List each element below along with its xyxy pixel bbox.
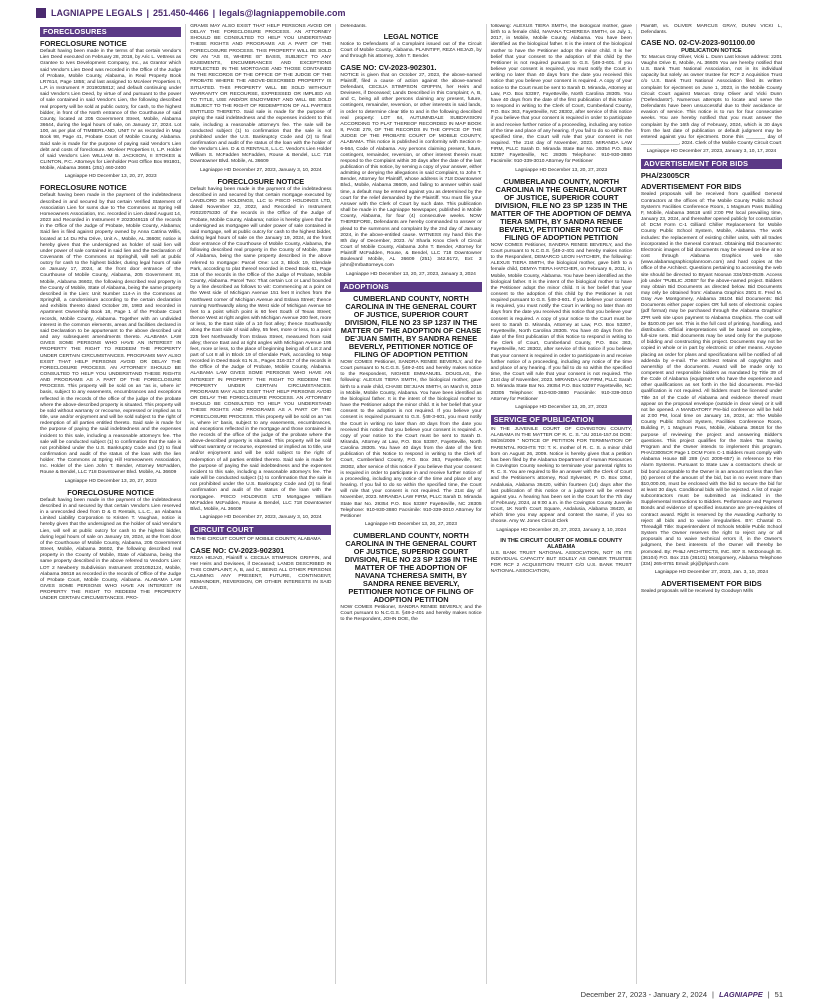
publication-dates: Lagniappe HD December 13, 20, 27, 2023, January 3, 2024 — [346, 271, 476, 277]
notice-body: Default having been made in the terms of that certain Vendor's Lien Deed executed on February 28, 2018, by Aric L. Vettress as Grantee to Ives Development Company, Inc., as Grantor which said Vendor's Lien Deed was recorded in the Office of the Judge of Probate, Mobile County, Alabama, in Real Property Book LR7614, Page 1855; and last assigned to McAleer Properties II, L.P. in Instrument # 2019025812; and default continuing under said Vendor's Lien Deed, by virtue of and pursuant to the power of sale contained in said Vendor's Lien, the following described real property will be sold at public outcry, for cash, to the highest bidder, in front of the North entrance of the Courthouse of said County, located at 205 Government Street, Mobile, Alabama 36644, during the legal hours of sale, on January 17, 2024. Lot 100, as per plat of TIMBERLAND, UNIT IV as recorded in Map Book 98, Page 41, Probate Court of Mobile County, Alabama. Said sale is made for the purpose of paying said Vendor's Lien debt and costs of foreclosure. McAleer Properties II, L.P. Holder of said Vendor's Lien WILLIAM B. JACKSON, II STOKES & CLINTON, P.C. Attorneys for Lienholder Post Office Box 991801, Mobile, Alabama 36691 (251) 460-2400 — [40, 49, 182, 172]
notice-title: LEGAL NOTICE — [383, 32, 439, 42]
court-name: IN THE CIRCUIT COURT OF MOBILE COUNTY ALABAMA — [500, 537, 623, 551]
notice-title: FORECLOSURE NOTICE — [40, 39, 127, 49]
notice-body: Notice to Defendants of a Complaint issued out of the Circuit Court of Mobile County, Alabama. PLAINTIFF, REZA HEJAZI, by and through his attorney, John T. Bender. — [340, 42, 482, 60]
notice-body: To: Marcus Gray Oliver, Vicki L. Dunn Last known address: 2201 Vaughn Drive E, Mobile, AL 36605 You are hereby notified that U.S. Bank Trust National Association, not in its individual capacity but solely as owner trustee for RCF 2 Acquisition Trust c/o U.S. Bank Trust National Association filed its written complaint for ejectment on June 1, 2023, in the Mobile County Circuit Court against Marcus Gray Oliver and Vicki Dunn ("Defendants"). Numerous attempts to locate and serve the Defendants have been unsuccessful due to their avoidance or evasion of service. This notice is to run for four consecutive weeks. You are hereby notified that you must answer the complaint by the 16th day of February, 2024, which is 30 days from the last date of publication or default judgment may be entered against you for ejectment. Done this _______ day of ______________, 2024. Clerk of the Mobile County Circuit Court — [640, 54, 783, 146]
publication-dates: Lagniappe HD December 13, 20, 27, 2023 — [365, 522, 457, 527]
notice-title: ADVERTISEMENT FOR BIDS — [661, 579, 762, 589]
section-adoptions: ADOPTIONS — [340, 282, 481, 292]
publication-dates: Lagniappe HD December 27, 2023, Jan. 3, 10, 2024 — [654, 570, 769, 575]
adoption-heading: CUMBERLAND COUNTY, NORTH CAROLINA IN THE GENERAL COURT OF JUSTICE, SUPERIOR COURT DIVISION, FILE NO 23 SP 1236 IN THE MATTER OF THE ADOPTION OF NAVANA TCHERESA SMITH, BY SANDRA RENEE BEVERLY, PETITIONER NOTICE OF FILING OF ADOPTION PETITION — [344, 531, 478, 605]
notice-body: U.S. BANK TRUST NATIONAL ASSOCIATION, NOT IN ITS INDIVIDUAL CAPACITY BUT SOLELY AS OWNER TRUSTEE FOR RCF 2 ACQUISITION TRUST C/O U.S. BANK TRUST NATIONAL ASSOCIATION, — [490, 550, 632, 575]
publication-dates: Lagniappe HD December 13, 20, 27, 2023 — [515, 404, 608, 410]
bid-id: PHA/23005CR — [640, 171, 690, 181]
court-name: IN THE CIRCUIT COURT OF MOBILE COUNTY, ALABAMA — [190, 537, 321, 543]
header-square-icon — [36, 8, 46, 18]
page-footer: December 27, 2023 - January 2, 2024 | LAGNIAPPE | 51 — [580, 990, 783, 999]
column-3 — [336, 24, 486, 984]
page-header: LAGNIAPPE LEGALS | 251.450-4466 | legals@lagniappemobile.com — [36, 6, 345, 20]
notice-body: Default having been made in the payment of the indebtedness described in and secured by that certain mortgage executed by LANDLORD 36 HOLDINGS, LLC to PISCO HOLDINGS LTD, dated November 22, 2022, and Recorded in Instrument #2022075330 of the records in the Office of the Judge of Probate, Mobile County, Alabama; notice is hereby given that the undersigned as mortgagee will under power of sale contained in said mortgage, sell at public outcry for cash to the highest bidder, during legal hours of sale on the January 19, 2024, at the front door entrance of the Courthouse of Mobile County, Alabama, the following described real property in the County of Mobile, State of Alabama, being the same property described in the above referred to mortgage: Parcel One: Lot 3, Block 19, Glendale Park, according to plat thereof recorded in Deed Book 61, Page 316 of the records in the Office of the Judge of Probate, Mobile County, Alabama. Parcel Two: That certain Lot or Land bounded by a line described as follows to wit: Commencing at a point on the West side of Michigan Avenue 151 feet 8 inches from the Northwest corner of Michigan Avenue and Eslava Street; thence running Northwardly along the West side of Michigan Avenue 50 feet to a point which point is 60 feet South of Texas Street; thence West at right angles with Michigan Avenue 200 feet, more or less, to the East side of a 10 foot alley; thence Southwardly along the East side of said alley, 55 feet, more or less, to a point 225 feet Northwardly from Eslava Street, measured from said alley; thence East and at right angles with Michigan Avenue 195 feet, more or less, to the place of beginning being all of Lot 2 and part of Lot 8 all in Block 19 of Glendale Park, according to Map recorded in Deed Book 61 N.S., Pages 316-317 of the records in the Office of the Judge of Probate, Mobile County, Alabama. ALABAMA LAW GIVES SOME PERSONS WHO HAVE AN INTEREST IN PROPERTY THE RIGHT TO REDEEM THE PROPERTY UNDER CERTAIN CIRCUMSTANCES. PROGRAMS MAY ALSO EXIST THAT HELP PERSONS AVOID OR DELAY THE FORECLOSURE PROCESS. AN ATTORNEY SHOULD BE CONSULTED TO HELP YOU UNDERSTAND THESE RIGHTS AND PROGRAMS AS A PART OF THE FORECLOSURE PROCESS. This property will be sold on an "as is, where is" basis, subject to any easements, encumbrances, and exceptions reflected in the mortgage and those contained in the records of the office of the judge of the probate where the above-described property is situated. This property will be sold without warranty or recourse, expressed or implied as to title, use and/or enjoyment and will be sold subject to the right of redemption of all parties entitled thereto. Said sale is made for the purpose of paying the said indebtedness and the expenses incident to this sale, including a reasonable attorney's fee. The sale will be conducted subject (1) to confirmation that the sale is not prohibited under the U.S. Bankruptcy Code and (2) to final confirmation and audit of the status of the loan with the mortgagee. PISCO HOLDINGS LTD Mortgagee William McFadden McFadden, Rouse & Bendel, LLC 718 Downtowner Blvd., Mobile, AL 36609 — [190, 186, 332, 512]
footer-dates: December 27, 2023 - January 2, 2024 — [580, 990, 707, 999]
notice-title: FORECLOSURE NOTICE — [217, 176, 305, 186]
section-advertisement-for-bids: ADVERTISEMENT FOR BIDS — [641, 159, 782, 169]
section-service-of-publication: SERVICE OF PUBLICATION — [491, 415, 632, 425]
notice-body: REZA HEJAZI, Plaintiff v. CECILIA STIMPSON GRIFFIN, and Her Heirs and Devisees, if Deceased; LANDS DESCRIBED IN THIS COMPLAINT; A, B, and C, BEING ALL OTHER PERSONS CLAIMING ANY PRESENT, FUTURE, CONTINGENT, REMAINDER, REVERSION, OR OTHER INTERESTS IN SAID LANDS, — [190, 555, 332, 592]
publication-dates: Lagniappe HD December 20, 27, 2023, January 3, 10, 2024 — [496, 527, 627, 533]
publication-dates: Lagniappe HD December 13, 20, 27, 2023 — [64, 174, 157, 180]
notice-body: IN THE JUVENILE COURT OF COVINGTON COUNTY, ALABAMA IN THE MATTER OF R. C. S. "JU 2016-157.04 DOB: 08/26/2009 " NOTICE OF PETITION FOR TERMINATION OF PARENTAL RIGHTS TO: T. K. mother of R. C. S. a minor child born on August 26, 2009. Notice is hereby given that a petition has been filed by the Alabama Department of Human Resources in Covington County seeking to terminate your parental rights to R. C. S. You are required to file an answer with the Clerk of Court and the Petitioner's attorney, Rod Sylvester, P. O. Box 1054, Andalusia, Alabama 36420, within fourteen (14) days after the last publication of this notice or a judgment will be entered against you. A hearing has been set in the Court for the 7th day of February, 2024, at 9:00 a.m. in the Covington County Juvenile Court, 1K North Court Square, Andalusia, Alabama 36420, at which time you may appear and contest the same, if you so choose. Amy W. Jones Circuit Clerk — [490, 427, 632, 525]
section-circuit-court: CIRCUIT COURT — [190, 525, 331, 535]
publication-dates: Lagniappe HD December 13, 20, 27, 2023 — [64, 478, 157, 484]
publication-dates: Lagniappe HD December 13, 20, 27, 2023 — [515, 167, 608, 173]
publication-dates: Lagniappe HD December 27, 2023, January 3, 10, 2024 — [200, 515, 322, 521]
case-number: CASE NO. 02-CV-2023-901100.00 — [640, 38, 756, 48]
adoption-heading: CUMBERLAND COUNTY, NORTH CAROLINA IN THE GENERAL COURT OF JUSTICE, SUPERIOR COURT DIVISION, FILE NO 23 SP 1235 IN THE MATTER OF THE ADOPTION OF DEMYA TIERA SMITH, BY SANDRA RENEE BEVERLY, PETITIONER NOTICE OF FILING OF ADOPTION PETITION — [490, 176, 632, 242]
section-foreclosures: FORECLOSURES — [40, 27, 181, 37]
notice-body: following: ALEXUS TIERA SMITH, the biological mother, gave birth to a female child, NAVANA TCHERESA SMITH, on July 1, 2017, in Mobile, Mobile County, Alabama. You have been identified as the biological father. It is the intent of the biological mother to have the Petitioner adopt the minor child. It is her belief that your consent to the adoption of this child by the Petitioner is not required pursuant to G.S. §48-3-601. If you believe your consent is required, you must notify the Court in writing no later than 40 days from the date you received this notice that you believe your consent is required. A copy of your notice to the Court must be sent to Sarah D. Miranda, Attorney at Law, P.O. Box 53397, Fayetteville, North Carolina 28305. You have 40 days from the date of the first publication of this Notice to respond in writing to the Clerk of Court, Cumberland County, P.O. Box 363, Fayetteville, NC 28302, after service of this notice if you believe that your consent is required in order to participate in and receive further notice of a proceeding, including any notice of the time and place of any hearing. If you fail to do so within the specified time, the Court will rule that your consent is not required. The 21st day of November, 2023. MIRANDA LAW FIRM, PLLC Sarah D. Miranda State Bar No. 29354 P.O. Box 53397 Fayetteville, NC 28305 Telephone: 910-930-3880 Facsimile: 910-339-3010 Attorney for Petitioner — [490, 24, 632, 165]
header-phone: 251.450-4466 — [153, 8, 209, 18]
notice-title: FORECLOSURE NOTICE — [67, 487, 154, 497]
notice-title: ADVERTISEMENT FOR BIDS — [640, 182, 742, 192]
notice-title: FORECLOSURE NOTICE — [40, 183, 127, 193]
case-number: CASE NO: CV-2023-902301. — [340, 62, 437, 72]
page-number: 51 — [774, 990, 783, 999]
column-4 — [487, 24, 637, 984]
notice-body: Plaintiff, vs. OLIVER MARCUS GRAY, DUNN VICKI L, Defendants. — [640, 24, 783, 36]
case-number: CASE NO: CV-2023-902301 — [190, 545, 285, 555]
notice-body: NOW COMES Petitioner, SANDRA RENEE BEVERLY, and the Court pursuant to N.C.G.S. §48-2-401 and hereby makes notice to the Respondent, JOHN DOE, the — [340, 605, 482, 623]
notice-body: NOW COMES Petitioner, SANDRA RENEE BEVERLY, and the Court pursuant to N.C.G.S. §48-2-401 and hereby makes notice to the Respondent, DEMARCO LEON HATCHER, the following: ALEXUS TIERA SMITH, the biological mother, gave birth to a female child, DEMYA TIERA HATCHER, on February 6, 2011, in Mobile, Mobile County, Alabama. You have been identified as the biological father. It is the intent of the biological mother to have the Petitioner adopt the minor child. It is her belief that your consent to the adoption of this child by the Petitioner is not required pursuant to G.S. §48-3-601. If you believe your consent is required, you must notify the Court in writing no later than 40 days from the date you received this notice that you believe your consent is required. A copy of your notice to the Court must be sent to Sarah D. Miranda, Attorney at Law, P.O. Box 53397, Fayetteville, North Carolina 28305. You have 40 days from the date of the first publication of this Notice to respond in writing to the Clerk of Court, Cumberland County, P.O. Box 363, Fayetteville, NC 28302, after service of this notice if you believe that your consent is required in order to participate in and receive further notice of a proceeding, including any notice of the time and place of any hearing. If you fail to do so within the specified time, the Court will rule that your consent is not required. The 21st day of November, 2023. MIRANDA LAW FIRM, PLLC Sarah D. Miranda State Bar No. 29354 P.O. Box 53397 Fayetteville, NC 28305 Telephone: 910-930-3880 Facsimile: 910-339-3010 Attorney for Petitioner — [490, 242, 632, 402]
notice-body: NOW COMES Petitioner, SANDRA RENEE BEVERLY, and the Court pursuant to N.C.G.S. §48-2-401 and hereby makes notice to the Respondent, NIGHEE EMMANUEL DOUGLAS, the following: ALEXUS TIERA SMITH, the biological mother, gave birth to a male child, CHASE DE'JUAN SMITH, on March 8, 2019 in Mobile, Mobile County, Alabama. You have been identified as the biological father. It is the intent of the biological mother to have the Petitioner adopt the minor child. It is her belief that your consent to the adoption is not required. If you believe your consent is required pursuant to G.S. §48-3-601, you must notify the Court in writing no later than 40 days from the date you received this notice that you believe your consent is required. A copy of your notice to the Court must be sent to Sarah D. Miranda, Attorney at Law, P.O. Box 53397, Fayetteville, North Carolina 28305. You have 40 days from the date of the first publication of this Notice to respond in writing to the Clerk of Court, Cumberland County, P.O. Box 363, Fayetteville, NC 28302, after service of this notice if you believe that your consent is required in order to participate in and receive further notice of a proceeding, including any notice of the time and place of any hearing. If you fail to do so within the specified time, the Court will rule that your consent is not required. The 21st day of November, 2023. MIRANDA LAW FIRM, PLLC Sarah D. Miranda State Bar No. 29354 P.O. Box 53397 Fayetteville, NC 28305 Telephone: 910-930-3880 Facsimile: 910-339-3010 Attorney for Petitioner — [340, 359, 482, 519]
notice-body: Sealed proposals will be received by Goodwyn Mills — [640, 589, 754, 595]
publication-dates: Lagniappe HD December 27, 2023, January 3, 10, 2024 — [200, 167, 322, 173]
column-5 — [637, 24, 786, 984]
notice-body: GRAMS MAY ALSO EXIST THAT HELP PERSONS AVOID OR DELAY THE FORECLOSURE PROCESS. AN ATTORNEY SHOULD BE CONSULTED TO HELP YOU UNDERSTAND THESE RIGHTS AND PROGRAMS AS A PART OF THE FORECLOSURE PROCESS. THIS PROPERTY WILL BE SOLD ON AN "AS IS, WHERE IS" BASIS, SUBJECT TO ANY EASEMENTS, ENCUMBRANCES AND EXCEPTIONS REFLECTED IN THE MORTGAGE AND THOSE CONTAINED IN THE RECORDS OF THE OFFICE OF THE JUDGE OF THE PROBATE WHERE THE ABOVE-DESCRIBED PROPERTY IS SITUATED. THIS PROPERTY WILL BE SOLD WITHOUT WARRANTY OR RECOURSE, EXPRESSED OR IMPLIED AS TO TITLE, USE AND/OR ENJOYMENT AND WILL BE SOLD SUBJECT TO THE RIGHT OF REDEMPTION OF ALL PARTIES ENTITLED THERETO. Said sale is made for the purpose of paying the said indebtedness and the expenses incident to this sale, including a reasonable attorney's fee. The sale will be conducted subject (1) to confirmation that the sale is not prohibited under the U.S. Bankruptcy Code and (2) to final confirmation and audit of the status of the loan with the holder of the Vendor's Lien. D & G RENTALS, L.L.C. Vendor's Lien Holder William S. McFadden McFadden, Rouse & Bendel, LLC 718 Downtowner Blvd. Mobile, AL 36609 — [190, 24, 332, 165]
column-1 — [36, 24, 186, 984]
notice-subtitle: PUBLICATION NOTICE — [681, 48, 742, 55]
notice-body: Default having been made in the payment of the indebtedness described in and secured by that certain Verified Statement of Association Lien for sums due to The Commons at Spring Hill Homeowners Association, Inc. recorded in Lien dated August 14, 2023 and Recorded in Instrument # 2023049115 of the records in the Office of the Judge of Probate, Mobile County, Alabama; Said lien is filed against property owned by Anna Catrina Willis, located at 14 Du Rhu Drive, Unit A., Mobile, AL 36608; notice is hereby given that the undersigned as holder of said lien will under power of sale contained in said lien and the Declaration of Covenants of The Commons at Springhill, will sell at public outcry for cash to the highest bidder, during legal hours of sale on January 17, 2024, at the front door entrance of the Courthouse of Mobile County, Alabama, 205 Government St, Mobile, Alabama 36602, the following described real property in the County of Mobile, State of Alabama, being the same property described in the Lien: Unit Number 114-A in the Commons at Springhill, a condominium according to the certain declaration and exhibits thereto dated October 28, 1983 and recorded in Apartment Ownership Book 18, Page 1 of the Probate Court records, Mobile County, Alabama. Together with an undivided interest in the common elements, areas and facilities declared in said Declaration to be appurtenant to the above described unit and any subsequent amendments thereto. ALABAMA LAW GIVES SOME PERSONS WHO HAVE AN INTEREST IN PROPERTY THE RIGHT TO REDEEM THE PROPERTY UNDER CERTAIN CIRCUMSTANCES. PROGRAMS MAY ALSO EXIST THAT HELP PERSONS AVOID OR DELAY THE FORECLOSURE PROCESS. AN ATTORNEY SHOULD BE CONSULTED TO HELP YOU UNDERSTAND THESE RIGHTS AND PROGRAMS AS A PART OF THE FORECLOSURE PROCESS. This property will be sold on an "as is, where is" basis, subject to any easements, encumbrances and exceptions reflected in the records of the office of the judge of the probate where the above-described property is situated. This property will be sold without warranty or recourse, expressed or implied as to title, use and/or enjoyment and will be sold subject to the right of redemption of all parties entitled thereto. Said sale is made for the purpose of paying the said indebtedness and the expenses incident to this sale, including a reasonable attorney's fee. The sale will be conducted subject (1) to confirmation that the sale is not prohibited under the U.S. Bankruptcy Code and (2) to final confirmation and audit of the status of the loan with the lien holder. The Commons at Spring Hill Homeowners Association, Inc. Holder of the Lien John T. Bender, Attorney McFadden, Rouse & Bendel, LLC 718 Downtowner Blvd. Mobile, AL 36609 — [40, 193, 182, 476]
footer-brand: LAGNIAPPE — [718, 990, 763, 999]
notice-body: Default having been made in the payment of the indebtedness described in and secured by that certain Vendor's Lien reserved in a unrecorded deed from D & G Rentals, L.L.C., an Alabama Limited Liability Corporation to Kristen T. Vaughan, notice is hereby given that the undersigned as the holder of said Vendor's Lien, will sell at public outcry for cash to the highest bidder, during legal hours of sale on January 19, 2024, at the front door of the Courthouse of Mobile County, Alabama, 205 Government Street, Mobile, Alabama 36602, the following described real property in the County of Mobile, State of Alabama, being the same property described in the above referred to Vendor's Lien: LOT 2 Newberry Subdivision Instrument 2021052124, Mobile, Alabama 36618 as recorded in the records of Office of the Judge of Probate Court, Mobile County, Alabama. ALABAMA LAW GIVES SOME PERSONS WHO HAVE AN INTEREST IN PROPERTY THE RIGHT TO REDEEM THE PROPERTY UNDER CERTAIN CIRCUMSTANCES. PRO- — [40, 497, 182, 602]
adoption-heading: CUMBERLAND COUNTY, NORTH CAROLINA IN THE GENERAL COURT OF JUSTICE, SUPERIOR COURT DIVISION, FILE NO 23 SP 1237 IN THE MATTER OF THE ADOPTION OF CHASE DE'JUAN SMITH, BY SANDRA RENEE BEVERLY, PETITIONER NOTICE OF FILING OF ADOPTION PETITION — [340, 293, 482, 359]
notice-body: Sealed proposals will be received from qualified General Contractors at the offices of: The Mobile County Public School System's Facilities Conference Room, 1 Magnum Pass Building F, Mobile, Alabama 36618 until 2:00 PM local prevailing time, January 23, 2024, and thereafter opened publicly for construction of: DCM Form C-1 Gilliard Chiller Replacement for Mobile County Public School System, Mobile, Alabama. The work includes: the replacement of existing chiller units, with all trades incorporated in the General Contract. Obtaining Bid Documents: Electronic images of bid documents may be viewed on-line at no cost through Alabama Graphics web site (www.alabamagraphicsplanroom.com) and hard copies at the office of the Architect. Questions pertaining to accessing the web site should be directed to Bryant Noonan 334/263-0539. Access job under "PUBLIC JOBS" for the above-named project. Bidders may obtain Bid Documents as directed below. Bid Documents may only be obtained from: Alabama Graphics 2501 E. Fred M. Gray Ave Montgomery, Alabama 36104 Bid Documents: Bid Documents either paper copies OR full sets of electronic copies (pdf format) may be purchased through the Alabama Graphics' ZPR web site upon payment to Alabama Graphics. The cost will be $100.00 per set. This is the full cost of printing, handling, and distribution. Official interpretations will be based on complete, full-size sets. Bid documents may be used only for the purpose of bidding and constructing this project. Documents may not be copied in whole or in part by electronic or other means. Anyone placing an order for plans and specifications will be notified of all addenda by e-mail. The architect retains all copyrights and ownership of the documents. Award will be made only to competent and responsible bidders as mandated by Title 39 of the Code of Alabama (equipment who have the experience and other qualifications as set forth in the bid documents. Pre-bid qualification is not required. All bidders must be licensed under Title 34 of the Code of Alabama and evidence thereof must appear on the proposal envelope (outside in clear view) or it will not be opened. A MANDATORY Pre-bid conference will be held at 2:00 PM, local time on January 16, 2024, at: The Mobile County Public School System, Facilities Conference Room, Building F, 1 Magnum Pass, Mobile, Alabama 36618 for the purpose of reviewing the project and answering Bidder's questions. This project qualifies for the Sales Tax Saving Program and the Owner intends to implement this program. PHA/23005CR Page 1 DCM Form C-1 Bidders must comply with Alabama House Bill 289 (Act 2009-657) in reference to Fire Alarm Systems. Pursuant to State Law a contractor's check or bid bond acceptable to the Owner in an amount not less than five (5) percent of the amount of the bid, but in no event more than $10,000.00, must be enclosed with the bid to secure the bid for at least 30 days. Conditional bids will be rejected. A list of major subcontractors must be submitted as indicated in the Supplemental Instructions to Bidders. Performance and Payment Bonds and evidence of specified insurance are pre-requisites of contract award. Right is reserved by the Awarding Authority to reject all bids and to waive irregularities. BY: Chantal D. Threadgill Title: Superintendent of Schools Mobile Public School System The Owner reserves the right to reject any or all proposals and to waive technical errors if, in the Owner's judgment, the best interests of the Owner will thereby be promoted. By: PH&J ARCHITECTS, INC. 807 S. McDonough St.(36104) P.O. Box 215 (36101) Montgomery, Alabama Telephone (334) 265-8781 Email: pkj@phjarch.com — [640, 192, 783, 567]
column-2 — [186, 24, 336, 984]
notice-lead: Defendants. — [340, 24, 367, 29]
columns — [36, 24, 786, 984]
publication-name: LAGNIAPPE LEGALS — [51, 8, 143, 18]
notice-body: NOTICE is given that on October 27, 2023, the above-named Plaintiff, filed a cause of action against the above-named Defendant, CECILIA STIMPSON GRIFFIN, her Heirs and Devisees, if Deceased; Lands Described in this Complaint; A, B, and C, being all other persons claiming any present, future, contingent, remainder, reversion, or other interests in said lands, in order to determine clear title to and in the following described real property: LOT 64, AUTUMNDALE SUBDIVISION ACCORDING TO PLAT THEREOF RECORDED IN MAP BOOK 8, PAGE 279, OF THE RECORDS IN THE OFFICE OF THE JUDGE OF THE PROBATE COURT OF MOBILE COUNTY, ALABAMA. This notice is published in conformity with Section 6-6-564, Code of Alabama. Any persons claiming present, future, contingent, remainder, reversion, or other interest therein must respond to the Complaint within 30 days after the date of the last publication of this notice, by serving a copy of your answer, either admitting or denying the allegations in said Complaint, to John T. Bender, Attorney for Plaintiff, whose address is 718 Downtowner Blvd., Mobile, Alabama 36609, and failing to answer within said time, a default may be entered against you as determined by the court for the relief demanded by the Plaintiff. You must file your Answer with the Clerk of Court by such date. This publication shall be made in the Lagniappe Newspaper, published in Mobile County, Alabama, for four (4) consecutive weeks. NOW THEREFORE, Defendants are hereby commanded to answer or plead to the summons and complaint by the 2nd day of January 2024, in the above-entitled cause. WITNESS my hand this the 8th day of December, 2023. /s/ Sharla Knox Clerk of Circuit Court of Mobile County, Alabama John T. Bender, Attorney for Plaintiff McFadden, Rouse, & Bendel, LLC 718 Downtowner Boulevard Mobile, AL 36609 (251) 342.9172, Ext: 3 john@mrbattorneys.com — [340, 72, 482, 269]
header-email[interactable]: legals@lagniappemobile.com — [219, 8, 346, 18]
publication-dates: Lagniappe HD December 27, 2023, January 3, 10, 17, 2024 — [646, 149, 777, 155]
